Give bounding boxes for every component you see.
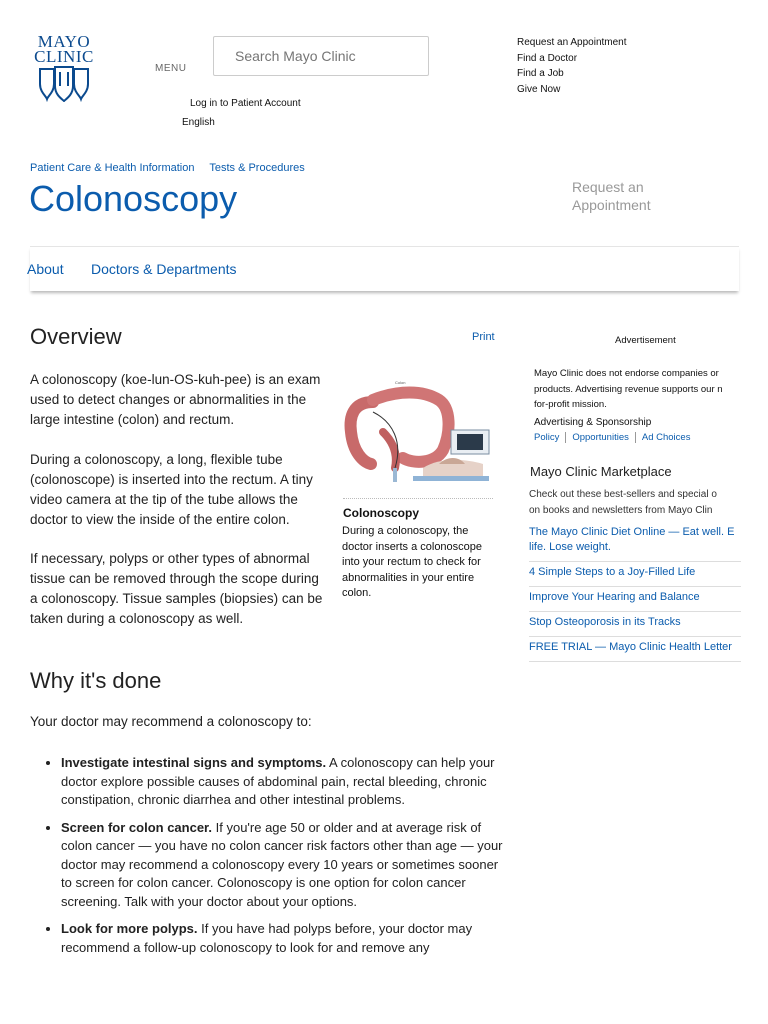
bullet-text: If you have had polyps before, your doctor may recommend a follow-up colonoscopy to look for and remove any	[61, 921, 473, 955]
figure-caption: During a colonoscopy, the doctor inserts a colonoscope into your rectum to check for abnormalities in your entire colon.	[342, 525, 483, 599]
tab-about[interactable]: About	[27, 261, 64, 277]
logo-word-1: MAYO	[37, 32, 91, 51]
marketplace-item[interactable]: The Mayo Clinic Diet Online — Eat well. E life. Lose weight.	[529, 522, 741, 562]
breadcrumb	[30, 162, 317, 174]
why-heading: Why it's done	[30, 668, 162, 693]
list-item	[61, 754, 509, 810]
content-tabs	[27, 246, 739, 291]
overview-paragraph: If necessary, polyps or other types of abnormal tissue can be removed through the scope during a colonoscopy. Tissue samples (biopsies) can be taken during a colonoscopy as well.	[30, 551, 323, 626]
marketplace-list	[529, 522, 741, 662]
ad-disclaimer	[534, 366, 740, 413]
utility-links	[517, 35, 627, 97]
print-link[interactable]: Print	[472, 331, 495, 343]
marketplace-item[interactable]: FREE TRIAL — Mayo Clinic Health Letter	[529, 637, 741, 662]
ad-links	[534, 432, 696, 443]
marketplace-description	[529, 487, 741, 518]
language-selector[interactable]: English	[182, 117, 215, 128]
bullet-text: If you're age 50 or older and at average risk of colon cancer — you have no colon cancer risk factors other than age — your doctor may recommend a colonoscopy every 10 years or sometimes sooner to screen for colon cancer. Colonoscopy is one option for colon cancer screening. Talk with your doctor about your options.	[61, 819, 503, 909]
menu-button[interactable]: MENU	[155, 63, 187, 74]
list-item	[61, 819, 509, 912]
request-appointment-button[interactable]: Request an Appointment	[572, 179, 651, 213]
shields-icon	[38, 66, 90, 102]
marketplace-desc-line: Check out these best-sellers and special o	[529, 489, 717, 500]
overview-paragraph: A colonoscopy (koe-lun-OS-kuh-pee) is an exam used to detect changes or abnormalities in the large intestine (colon) and rectum.	[30, 372, 321, 427]
give-now-link[interactable]: Give Now	[517, 83, 561, 95]
ad-disclaimer-line: products. Advertising revenue supports our n	[534, 383, 723, 395]
reasons-list	[44, 754, 509, 966]
bullet-text: A colonoscopy can help your doctor explore possible causes of abdominal pain, rectal bleeding, chronic constipation, chronic diarrhea and other intestinal problems.	[61, 755, 495, 807]
advertisement-label: Advertisement	[615, 335, 676, 346]
patient-login-link[interactable]: Log in to Patient Account	[190, 98, 301, 109]
ad-policy-link[interactable]: Policy	[534, 432, 560, 443]
overview-paragraph: During a colonoscopy, a long, flexible tube (colonoscope) is inserted into the rectum. A tiny video camera at the tip of the tube allows the doctor to view the inside of the entire colon.	[30, 452, 313, 527]
marketplace-item[interactable]: Stop Osteoporosis in its Tracks	[529, 612, 741, 637]
find-doctor-link[interactable]: Find a Doctor	[517, 52, 578, 64]
ad-disclaimer-line: Mayo Clinic does not endorse companies or	[534, 368, 719, 379]
breadcrumb-patient-care[interactable]: Patient Care & Health Information	[30, 162, 195, 174]
marketplace-item[interactable]: Improve Your Hearing and Balance	[529, 587, 741, 612]
ad-sponsorship-label: Advertising & Sponsorship	[534, 417, 652, 428]
colonoscopy-illustration[interactable]	[343, 372, 493, 492]
ad-opportunities-link[interactable]: Opportunities	[565, 432, 635, 443]
mayo-clinic-logo[interactable]	[28, 34, 100, 107]
tab-doctors-departments[interactable]: Doctors & Departments	[91, 261, 237, 277]
bullet-bold: Investigate intestinal signs and symptoms.	[61, 755, 327, 770]
logo-word-2: CLINIC	[34, 47, 94, 66]
svg-text:Colon: Colon	[395, 380, 406, 385]
find-job-link[interactable]: Find a Job	[517, 68, 564, 79]
marketplace-title: Mayo Clinic Marketplace	[530, 464, 672, 479]
marketplace-item[interactable]: 4 Simple Steps to a Joy-Filled Life	[529, 562, 741, 587]
search-input[interactable]	[213, 36, 429, 76]
breadcrumb-tests-procedures[interactable]: Tests & Procedures	[209, 162, 305, 174]
overview-heading: Overview	[30, 324, 122, 349]
why-intro: Your doctor may recommend a colonoscopy to:	[30, 714, 312, 729]
page-title: Colonoscopy	[29, 178, 238, 219]
figure-divider	[343, 498, 493, 503]
bullet-bold: Look for more polyps.	[61, 921, 198, 936]
request-appointment-link[interactable]: Request an Appointment	[517, 37, 627, 48]
list-item	[61, 920, 509, 957]
bullet-bold: Screen for colon cancer.	[61, 819, 213, 835]
ad-disclaimer-line: for-profit mission.	[534, 399, 607, 410]
marketplace-desc-line: on books and newsletters from Mayo Clin	[529, 504, 713, 516]
figure-title: Colonoscopy	[343, 506, 420, 520]
ad-choices-link[interactable]: Ad Choices	[635, 432, 697, 443]
